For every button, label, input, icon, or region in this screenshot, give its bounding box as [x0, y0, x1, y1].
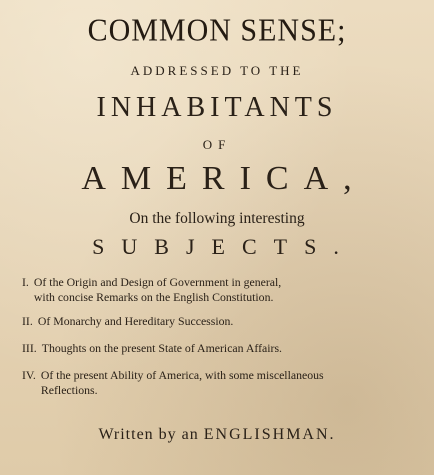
subject-item-line: Of the present Ability of America, with some miscellaneous — [40, 368, 324, 382]
addressed-line: ADDRESSED TO THE — [130, 63, 304, 78]
inhabitants-line: INHABITANTS — [96, 92, 338, 123]
subjects-list — [22, 275, 426, 407]
of-line: OF — [202, 137, 232, 152]
subject-item-number: II. — [22, 314, 33, 328]
subject-item-4 — [22, 368, 426, 398]
subject-item-line: Thoughts on the present State of American Affairs. — [41, 341, 283, 355]
subjects-heading: SUBJECTS. — [92, 234, 356, 259]
subject-item-line: Of the Origin and Design of Government in general, — [33, 275, 282, 289]
america-line: AMERICA, — [81, 160, 367, 197]
subject-item-line: Of Monarchy and Hereditary Succession. — [37, 314, 234, 328]
subject-item-number: I. — [22, 275, 29, 289]
subject-item-number: IV. — [22, 368, 36, 382]
author-name: ENGLISHMAN. — [203, 426, 336, 443]
subject-item-text — [41, 368, 426, 398]
subject-item-2 — [22, 314, 426, 329]
subject-item-1 — [22, 275, 426, 305]
author-line — [0, 426, 434, 444]
author-prefix: Written by an — [98, 426, 199, 443]
subject-item-3 — [22, 341, 426, 356]
subject-item-line: with concise Remarks on the English Constitution. — [33, 290, 274, 304]
following-line: On the following interesting — [129, 210, 305, 227]
subject-item-number: III. — [22, 341, 37, 355]
subject-item-text — [34, 275, 426, 305]
subject-item-line: Reflections. — [40, 383, 98, 397]
subject-item-text — [38, 314, 426, 329]
document-title: COMMON SENSE; — [87, 13, 347, 48]
subject-item-text — [42, 341, 426, 356]
